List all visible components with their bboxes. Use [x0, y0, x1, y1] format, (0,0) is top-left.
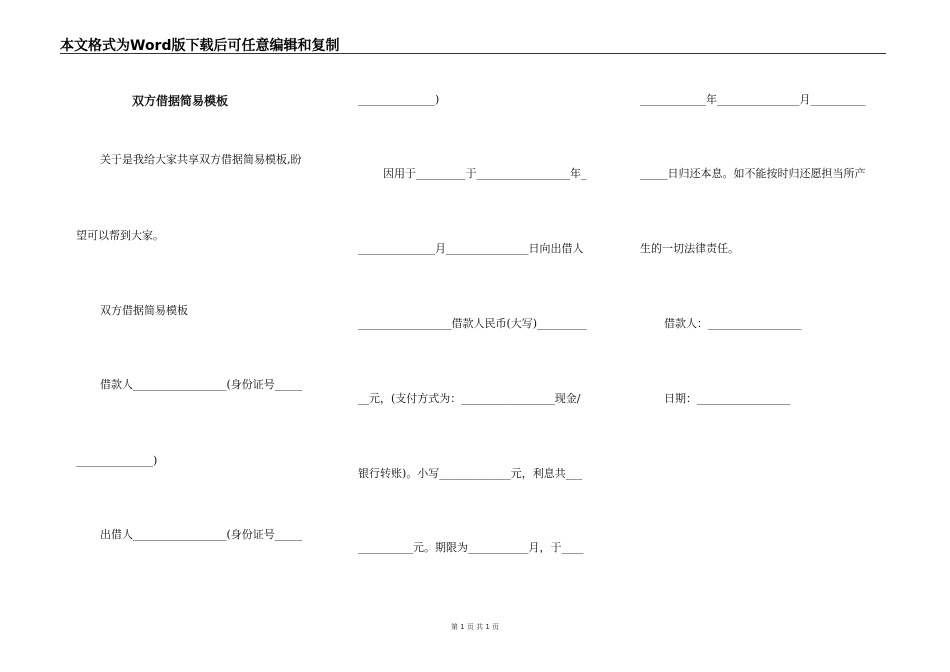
page-number: 第 1 页 共 1 页	[450, 623, 500, 631]
template-subtitle: 双方借据简易模板	[100, 304, 188, 317]
intro-line-1: 关于是我给大家共享双方借据简易模板,盼	[100, 153, 302, 166]
header-divider	[60, 53, 886, 54]
document-title: 双方借据简易模板	[132, 94, 229, 108]
purpose-line: 因用于_________于_________________年_	[383, 167, 587, 180]
liability-line: 生的一切法律责任。	[640, 242, 739, 255]
document-header-title: 本文格式为Word版下载后可任意编辑和复制	[60, 38, 340, 54]
intro-line-2: 望可以帮到大家。	[76, 229, 164, 242]
signature-date-line: 日期：_________________	[664, 392, 791, 405]
repay-date-line: ____________年_______________月__________	[640, 93, 866, 106]
lender-line: 出借人_________________(身份证号_____	[100, 528, 303, 541]
lender-id-line: ______________)	[358, 93, 440, 106]
payment-method-line: __元，(支付方式为：_________________现金/	[358, 392, 581, 405]
borrower-id-line: ______________)	[76, 454, 158, 467]
repay-clause-line: _____日归还本息。如不能按时归还愿担当所产	[640, 167, 866, 180]
term-line: __________元。期限为___________月，于____	[358, 541, 584, 554]
borrower-line: 借款人_________________(身份证号_____	[100, 378, 303, 391]
amount-uppercase-line: _________________借款人民币(大写)_________	[358, 317, 587, 330]
date-lender-line: ______________月_______________日向出借人	[358, 242, 584, 255]
borrower-signature-line: 借款人：_________________	[664, 317, 802, 330]
amount-lowercase-line: 银行转账)。小写_____________元，利息共___	[358, 467, 583, 480]
